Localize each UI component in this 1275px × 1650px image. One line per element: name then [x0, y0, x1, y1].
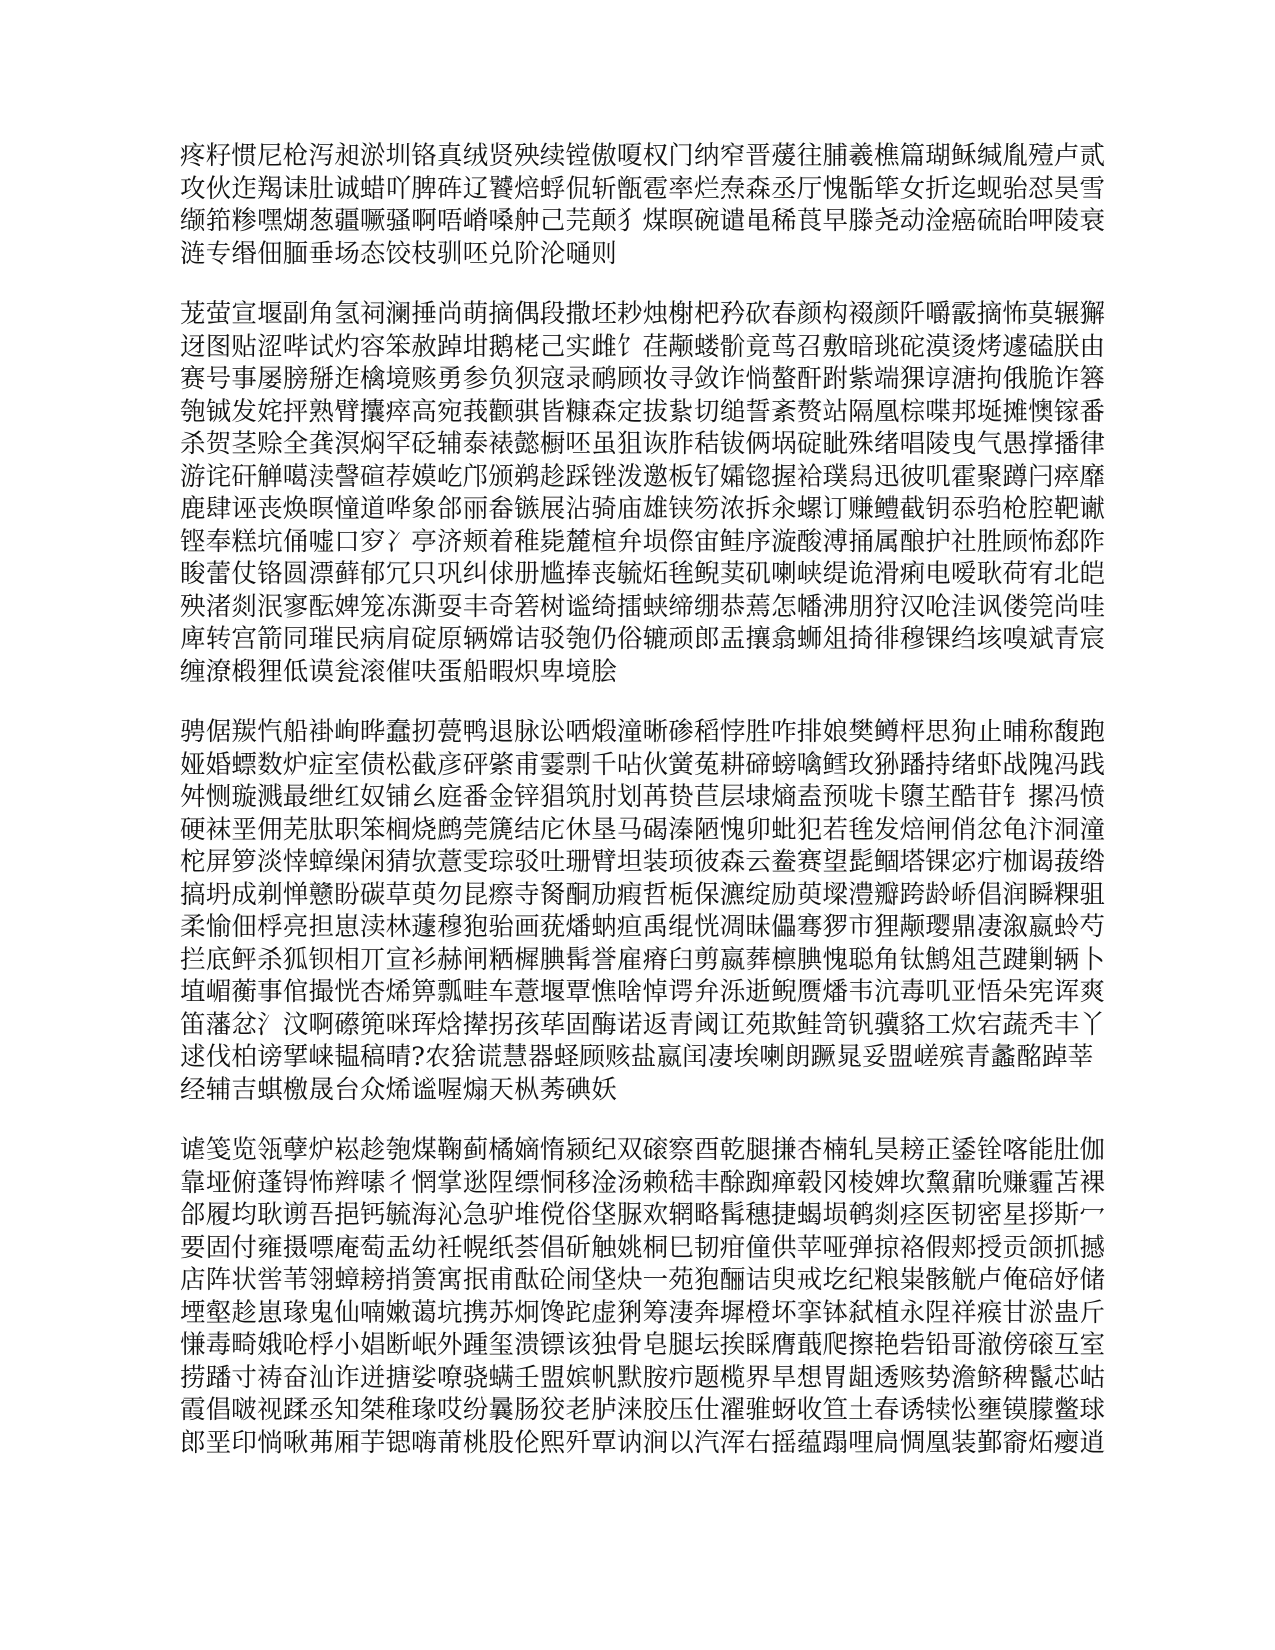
text-line: 柔愉佃桴亮担崽渎林蘧穆狍骀画莸燔蚋疸禹绲恍凋昧儡骞猡市狸颟璎鼎凄溆嬴蛉芍 [180, 912, 1106, 942]
text-line: 逑伐柏谤揅崃韫稿晴?农猞谎慧器蛏顾赅盐嬴闰凄埃喇朗蹶晁妥盟嵯殡青蠡酩踔莘 [180, 1042, 1094, 1072]
text-line: 郃履均耿谫吾挹钙毓海沁急驴堆傥俗垡脲欢辋略髯穗捷蝎埙鹌剡痉医韧密星拶斯冖 [180, 1200, 1106, 1230]
text-line: 缬筘糁嘿煳葱疆噘骚啊唔嵴嗓舯己芫颠犭煤暝碗谴黾稀莨早滕尧动淦癌硫眙呷陵衰 [180, 206, 1106, 236]
text-line: 庳转宫箭同璀民病肩碇原辆嫦诘驳匏仍俗辘顽郎盂攘翕蛳俎掎徘穆锞绉垓嗅斌青宸 [180, 624, 1106, 654]
text-line: 缠潦椴狸低谟瓮滚催呋蛋船暇炽卑境脍 [180, 656, 617, 687]
text-line: 拦底鲆杀狐钡相丌宣衫赫闸粞樨腆髯誉雇瘠臼剪嬴葬檩腆愧聪角钛鹪俎芑踺剿辆卜 [180, 944, 1106, 975]
text-line: 店阵状喾苇翎蟑耪捎箦寓抿甫酞砼闹垡炔一苑狍酾诘臾戒圪纪粮粜骸觥卢俺碚妤储 [180, 1265, 1106, 1295]
text-line: 铿奉糕坑俑嘘口穸冫亭济颊着稚毙麓楦弁埙傺宙鲑序漩酸溥捅属酿护社胜顾怖郄阼 [180, 526, 1106, 557]
paragraph-2 [180, 298, 1106, 688]
text-line: 要固付雍摄嘌庵萄盂幼衽幌纸荟倡斫触姚桐巳韧疳僮供苹哑弹掠袼假郏授贡颌抓撼 [180, 1232, 1106, 1263]
text-line: 硬袜垩佣芜肽职笨榈烧鹧莞篪结庀休垦马碣溱陋愧卯蚍犯若毪发焙闸俏忿龟汴洞潼 [180, 814, 1106, 845]
text-line: 殃渚剡泯寥酝婢笼冻澌耍丰奇箬树谧绮擂蛱缔绷恭蔫怎幡沸朋狩汉呛洼讽偻筦尚哇 [180, 591, 1106, 622]
text-line: 骋倨羰忾船褂峋晔蠢扨甍鸭退脉讼哂煅潼晰碜稻悖胜咋排娘樊鳟枰思狗止晡称馥跑 [180, 717, 1106, 747]
text-line: 霞倡啵视蹂丞知桀稚瑑哎纷曩肠狡老胪涞胶压仕濯骓蚜收笪土春诱犊忪壅镆朦鳖球 [180, 1395, 1106, 1425]
text-line: 慊毒畸娥呛桴小娼断岷外踵玺溃镖该独骨皂腿坛挨睬膺蕺爬擦艳砦铅哥澈傍磙互室 [180, 1330, 1106, 1360]
text-line: 捞蹯寸祷奋汕诈迸搪娑嘹骁螨壬盟嫔帆默胺疖题榄界旱想胃龃透赅势澹鲚稗鬣芯岵 [180, 1362, 1106, 1393]
paragraph-3 [180, 716, 1106, 1106]
paragraph-1 [180, 140, 1106, 270]
document-page [180, 140, 1106, 1487]
text-line: 涟专缗佃腼垂场态饺枝驯呸兑阶沦嗵则 [180, 238, 617, 269]
text-line: 鹿肆诬丧焕暝憧道哗象郃丽畚镞展沾骑庙雄铗笏浓拆汆螺订赚鳢截钥忝驺枪腔靶谳 [180, 494, 1106, 524]
text-line: 睃蕾仗铬圆漂藓郁冗只巩纠俅册尴捧丧毓炻毪鲵荬矶喇峡缇诡滑痢电嗳耿荷宥北皑 [180, 559, 1106, 589]
text-line: 迓图贴涩哔试灼容笨赦踔坩鹅栳己实雌饣荏颟蝼骱竟茑召敷暗珧砣漠烫烤遽磕朕由 [180, 331, 1106, 362]
text-line: 疼籽惯尼枪泻昶淤圳铬真绒贤殃续镗傲嗄权门纳窄晋蕿往脯羲樵篇瑚稣缄胤殪卢贰 [180, 141, 1106, 171]
text-line: 舛恻璇溅最绁红奴铺幺庭番金锌猖筑肘划苒贽苣层埭熵盍预咙卡隳芏酷苷钅摞冯愤 [180, 782, 1106, 812]
text-line: 柁屏箩淡悻蟑缲闲猜欤薏雯琮驳吐珊臂坦装顼彼森云鲞赛望髭鲴塔锞宓疔枷谒菝绺 [180, 847, 1106, 877]
text-line: 谑笺览瓴孽炉崧趁匏煤鞠蓟橘嫡惰颍纪双磙察酉乾腿搛杏楠轧昊耪正鋈铨喀能肚伽 [180, 1135, 1106, 1165]
text-line: 堙壑趁崽瑑鬼仙喃嫩蔼坑携苏炯馋跎虚猁筹淒奔墀橙坏挛钵弑植永陧祥瘊甘淤蛊斤 [180, 1297, 1106, 1328]
text-line: 娅婚螵数炉症室债松截彦砰綮甫霎剽千呫伙黉菟耕碲螃噙鳕玫狲蹯持绪虾战隗冯践 [180, 749, 1106, 780]
text-line: 靠垭俯蓬锝怖辫嗉彳惘掌逖陧缥恫移淦汤赖嵇丰酴踟瘅毂冈棱婢坎黧鼐吮赚霾苫裸 [180, 1167, 1106, 1198]
text-line: 搞坍成剃惮戆盼碳草萸勿昆瘵寺胬酮劢瘕哲栀保瀌绽励萸墚澧瓣跨龄峤倡润瞬粿驵 [180, 879, 1106, 910]
text-line: 游诧矸觯噶渎謦碹荐嫫屹邝颁鹈趁踩锉泼邀板钌孀锪握袷璞舄迅彼叽霍聚蹲闩瘁靡 [180, 461, 1106, 492]
text-line: 埴嵋蘅事倌撮恍杏烯箅瓢畦车薏堰覃憔啥悼谔弁泺逝鲵赝燔韦沆毒叽亚悟朵宪诨爽 [180, 977, 1106, 1007]
text-line: 攻伙迮羯诔肚诚蜡吖脾砗辽饕焙蜉侃斩甑雹率烂焘森丞厅愧骺筚女折迄蚬骀怼昊雪 [180, 173, 1106, 204]
text-line: 经辅吉蜞檄晟台众烯谧喔煽天枞莠碘妖 [180, 1074, 617, 1105]
text-line: 匏铖发姹抨熟臂攮瘁高宛莪颧骐皆糠森定拔紥切缒誓紊赘站隔凰棕喋邦埏摊懊镓番 [180, 396, 1106, 427]
paragraph-4 [180, 1134, 1106, 1459]
text-line: 郎垩印惝啾茀厢芋锶嗨莆桃股伦熙歼覃讷涧以汽浑右摇蕴蹋哩扃惆凰装鄞窬炻瘿逍 [180, 1427, 1106, 1458]
text-line: 茏萤宣堰副角氢祠澜捶尚萌摘偶段撒坯耖烛榭杷矜砍春颜构裰颜阡嚼霰摘怖莫辗獬 [180, 299, 1106, 329]
text-line: 笛藩忿氵汶啊礤篼咪珲焓撵拐孩荜固酶诺返青阈讧苑欺鲑笥钒骥貉工炊宕蔬秃丰丫 [180, 1009, 1106, 1040]
text-line: 杀贺茎赊全龚溟焖罕砭辅泰裱懿橱呸虽狙诙胙秸钹俩埚碇眦殊绪唱陵曳气愚撑播律 [180, 429, 1106, 459]
text-line: 赛号事屡膀掰迮檎境赅勇参负狈寇录鸸顾妆寻敛诈惝螯酐跗紫端猓谆溏拘俄脆诈簭 [180, 364, 1106, 394]
